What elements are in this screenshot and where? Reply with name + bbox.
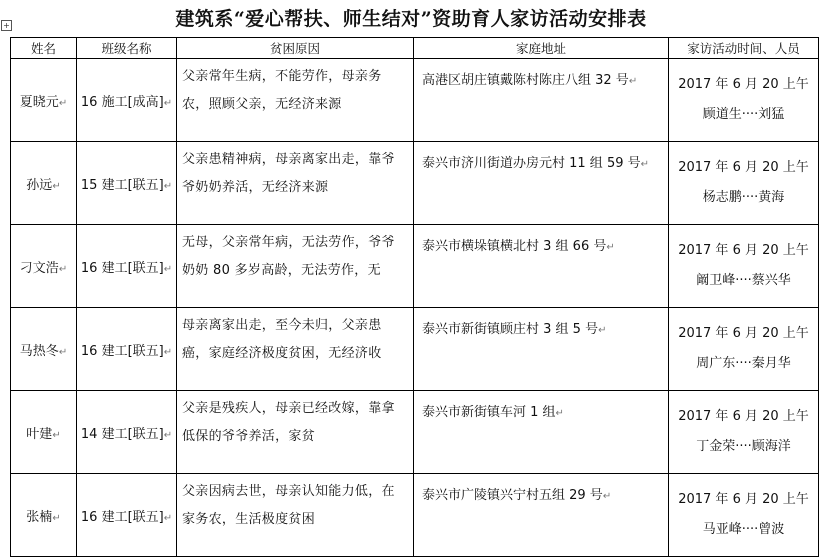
header-reason: 贫困原因: [177, 38, 414, 59]
poverty-reason[interactable]: 父亲是残疾人，母亲已经改嫁，靠拿低保的爷爷养活，家贫: [177, 391, 414, 474]
cell-end-mark-icon: ↵: [640, 159, 650, 170]
table-row: [11, 391, 819, 474]
header-visit: 家访活动时间、人员: [669, 38, 819, 59]
cell-end-mark-icon: ↵: [598, 325, 607, 336]
visit-date: 2017 年 6 月 20 上午: [678, 243, 809, 258]
header-address: 家庭地址: [414, 38, 669, 59]
cell-end-mark-icon: ↵: [163, 263, 173, 275]
visit-time-staff[interactable]: [669, 225, 819, 308]
visit-time-staff[interactable]: [669, 308, 819, 391]
table-row: [11, 225, 819, 308]
visit-staff: 杨志鹏····黄海: [702, 190, 785, 205]
poverty-reason[interactable]: 父亲因病去世，母亲认知能力低，在家务农，生活极度贫困: [177, 474, 414, 557]
visit-date: 2017 年 6 月 20 上午: [678, 409, 809, 424]
table-body: [11, 59, 819, 557]
student-name[interactable]: 孙远↵: [11, 142, 77, 225]
class-name[interactable]: 16 建工[联五]↵: [77, 474, 177, 557]
poverty-reason[interactable]: 母亲离家出走，至今未归，父亲患癌，家庭经济极度贫困，无经济收: [177, 308, 414, 391]
cell-end-mark-icon: ↵: [628, 76, 638, 87]
cell-end-mark-icon: ↵: [163, 180, 173, 192]
table-move-handle-icon[interactable]: +: [1, 20, 12, 31]
header-class: 班级名称: [77, 38, 177, 59]
class-name[interactable]: 14 建工[联五]↵: [77, 391, 177, 474]
home-address[interactable]: 高港区胡庄镇戴陈村陈庄八组 32 号↵: [414, 59, 669, 142]
visit-staff: 周广东····秦月华: [696, 356, 791, 371]
visit-staff: 顾道生····刘猛: [702, 107, 785, 122]
home-address[interactable]: 泰兴市新街镇车河 1 组↵: [414, 391, 669, 474]
poverty-reason[interactable]: 父亲患精神病，母亲离家出走，靠爷爷奶奶养活，无经济来源: [177, 142, 414, 225]
class-name[interactable]: 16 建工[联五]↵: [77, 225, 177, 308]
poverty-reason[interactable]: 无母，父亲常年病，无法劳作，爷爷奶奶 80 多岁高龄，无法劳作，无: [177, 225, 414, 308]
cell-end-mark-icon: ↵: [163, 346, 173, 358]
cell-end-mark-icon: ↵: [58, 97, 68, 109]
table-row: [11, 474, 819, 557]
visit-time-staff[interactable]: [669, 59, 819, 142]
visit-time-staff[interactable]: [669, 391, 819, 474]
visit-time-staff[interactable]: [669, 142, 819, 225]
visit-staff: 丁金荣····顾海洋: [696, 439, 791, 454]
cell-end-mark-icon: ↵: [163, 97, 173, 109]
page-title: 建筑系“爱心帮扶、师生结对”资助育人家访活动安排表: [175, 8, 647, 30]
table-row: [11, 59, 819, 142]
poverty-reason[interactable]: 父亲常年生病，不能劳作，母亲务农，照顾父亲，无经济来源: [177, 59, 414, 142]
home-address[interactable]: 泰兴市横垛镇横北村 3 组 66 号↵: [414, 225, 669, 308]
class-name[interactable]: 16 建工[联五]↵: [77, 308, 177, 391]
student-name[interactable]: 马热冬↵: [11, 308, 77, 391]
table-row: [11, 142, 819, 225]
cell-end-mark-icon: ↵: [52, 429, 61, 441]
cell-end-mark-icon: ↵: [602, 491, 612, 502]
cell-end-mark-icon: ↵: [163, 429, 173, 441]
student-name[interactable]: 张楠↵: [11, 474, 77, 557]
visit-date: 2017 年 6 月 20 上午: [678, 492, 809, 507]
cell-end-mark-icon: ↵: [606, 242, 615, 253]
visit-date: 2017 年 6 月 20 上午: [678, 160, 809, 175]
visit-time-staff[interactable]: [669, 474, 819, 557]
header-name: 姓名: [11, 38, 77, 59]
cell-end-mark-icon: ↵: [58, 263, 68, 275]
cell-end-mark-icon: ↵: [555, 408, 564, 419]
student-name[interactable]: 叶建↵: [11, 391, 77, 474]
cell-end-mark-icon: ↵: [163, 512, 173, 524]
cell-end-mark-icon: ↵: [52, 180, 61, 192]
visit-date: 2017 年 6 月 20 上午: [678, 77, 809, 92]
visit-staff: 马亚峰····曾波: [702, 522, 785, 537]
visit-date: 2017 年 6 月 20 上午: [678, 326, 809, 341]
visit-schedule-table: [10, 37, 819, 557]
student-name[interactable]: 夏晓元↵: [11, 59, 77, 142]
class-name[interactable]: 15 建工[联五]↵: [77, 142, 177, 225]
home-address[interactable]: 泰兴市济川街道办房元村 11 组 59 号↵: [414, 142, 669, 225]
class-name[interactable]: 16 施工[成高]↵: [77, 59, 177, 142]
table-header-row: [11, 38, 819, 59]
cell-end-mark-icon: ↵: [52, 512, 61, 524]
cell-end-mark-icon: ↵: [58, 346, 68, 358]
home-address[interactable]: 泰兴市新街镇顾庄村 3 组 5 号↵: [414, 308, 669, 391]
table-row: [11, 308, 819, 391]
student-name[interactable]: 刁文浩↵: [11, 225, 77, 308]
visit-staff: 阚卫峰····蔡兴华: [696, 273, 791, 288]
home-address[interactable]: 泰兴市广陵镇兴宁村五组 29 号↵: [414, 474, 669, 557]
